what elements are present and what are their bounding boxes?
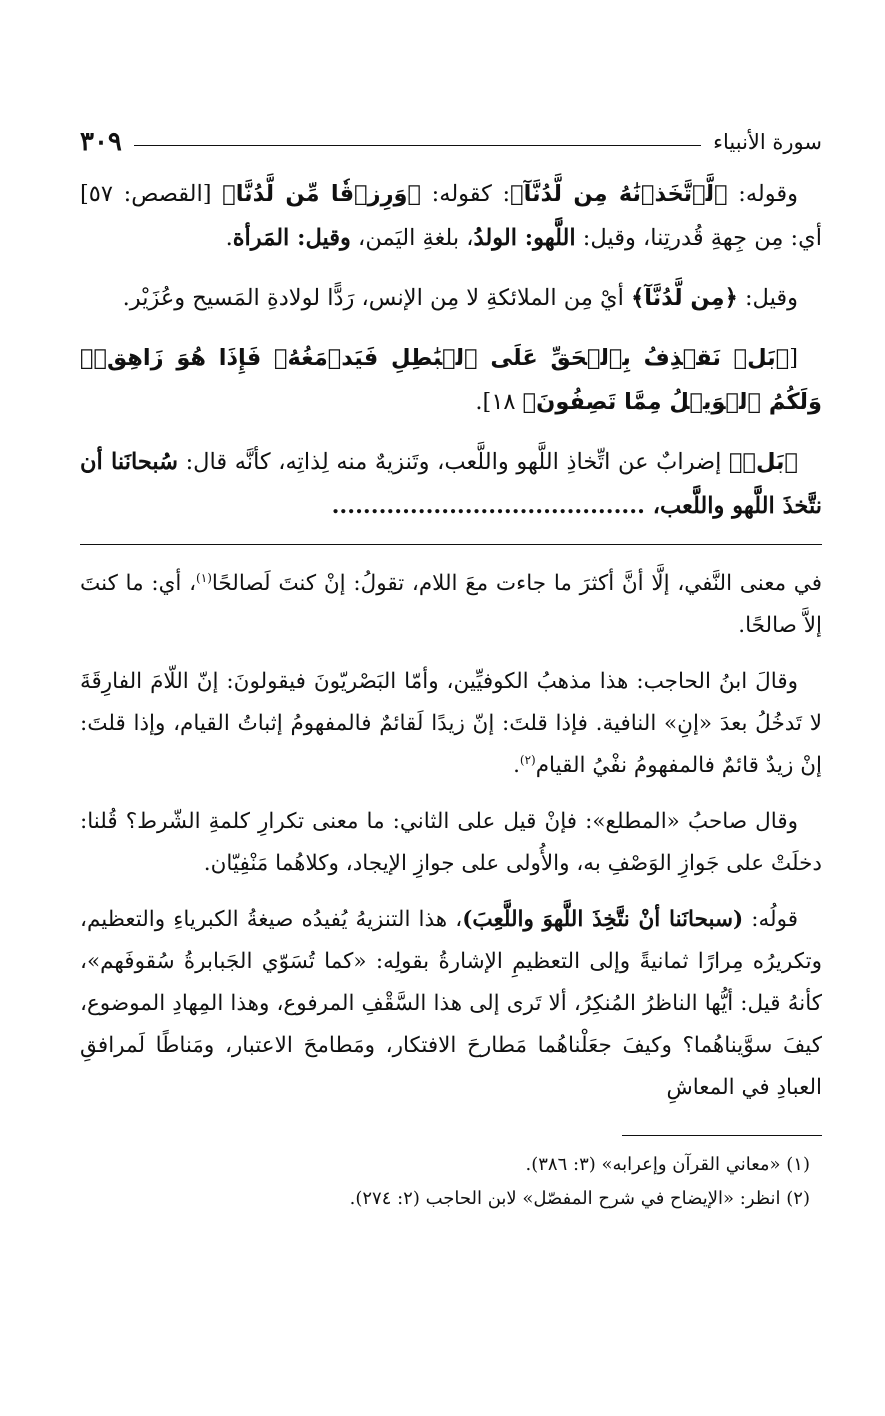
footnote-marker: (١) (196, 570, 212, 585)
bold-term: سُبحانَنا أن نتَّخذَ اللَّهو واللَّعب، (80, 449, 822, 519)
book-page (80, 122, 822, 1392)
quran-verse: ﴿بَلۡ نَقۡذِفُ بِٱلۡحَقِّ عَلَى ٱلۡبَٰطِلِ فَيَدۡمَغُهُۥ فَإِذَا هُوَ زَاهِقٞۚ وَلَكُمُ ٱلۡوَيۡلُ مِمَّا تَصِفُونَ﴾ (80, 345, 822, 415)
text-run: قولُه: (743, 907, 798, 932)
quran-quote: ﴿مِن لَّدُنَّآ﴾ (631, 285, 738, 311)
footnote-2: (٢) انظر: «الإيضاح في شرح المفصّل» لابن الحاجب (٢: ٢٧٤). (349, 1188, 810, 1209)
text-run: [القصص: ٥٧] أي: مِن جِهةِ قُدرتِنا، وقيل: (80, 181, 822, 251)
text-run: وقال صاحبُ «المطلع»: فإنْ قيل على الثاني: ما معنى تكرارِ كلمةِ الشّرط؟ قُلنا: دخلَتْ على جَوازِ الوَصْفِ به، والأُولى على جوازِ الإيجاد، وكلاهُما مَنْفِيّان. (80, 809, 822, 876)
commentary-paragraph-3 (80, 801, 822, 885)
commentary-paragraph-1 (80, 563, 822, 647)
text-run: أيْ مِن الملائكةِ لا مِن الإنس، رَدًّا لولادةِ المَسيح وعُزَيْر. (122, 285, 632, 311)
quran-quote: ﴿وَرِزۡقٗا مِّن لَّدُنَّا﴾ (222, 181, 422, 207)
footnotes (80, 1148, 822, 1216)
header-rule (134, 145, 701, 146)
surah-title: سورة الأنبياء (713, 130, 822, 154)
bold-term: وقيل: المَرأة (232, 225, 351, 251)
text-run: وقيل: (737, 285, 798, 311)
text-run: وقالَ ابنُ الحاجب: هذا مذهبُ الكوفيِّين، وأمّا البَصْريّونَ فيقولونَ: إنّ اللّامَ الفارِقَةَ لا تَدخُلُ بعدَ «إنِ» النافية. فإذا قلتَ: إنّ زيدًا لَقائمٌ فالمفهومُ إثباتُ القيام، وإذا قلتَ: إنْ زيدٌ قائمٌ فالمفهومُ نفْيُ القيام (80, 669, 822, 778)
main-text (80, 172, 822, 528)
commentary-paragraph-2 (80, 661, 822, 787)
text-run: ، بلغةِ اليَمن، (350, 225, 474, 251)
main-paragraph-3-verse (80, 336, 822, 424)
bracket: [ (789, 345, 798, 371)
text-run: في معنى النَّفي، إلَّا أنَّ أكثرَ ما جاءت معَ اللام، تقولُ: إنْ كنتَ لَصالحًا (211, 571, 822, 596)
footnote-marker: (٢) (519, 752, 536, 767)
text-run: . (225, 225, 233, 251)
footnote-1: (١) «معاني القرآن وإعرابه» (٣: ٣٨٦). (525, 1154, 810, 1175)
bold-term: (سبحانَنا أنْ نتَّخِذَ اللَّهوَ واللَّعِبَ) (462, 907, 744, 932)
verse-number: ١٨]. (475, 389, 523, 415)
commentary-text (80, 563, 822, 1109)
text-run: إضرابٌ عن اتِّخاذِ اللَّهو واللَّعب، وتَنزيهٌ منه لِذاتِه، كأنَّه قال: (178, 449, 729, 475)
main-paragraph-1 (80, 172, 822, 260)
bold-term: اللَّهو: الولدُ (473, 225, 576, 251)
text-run: . (513, 753, 520, 778)
quran-quote: ﴿لَّٱتَّخَذۡنَٰهُ مِن لَّدُنَّآ﴾ (510, 181, 728, 207)
text-run: ، هذا التنزيهُ يُفيدُه صيغةُ الكبرياءِ والتعظيم، وتكريرُه مِرارًا ثمانيةً وإلى التعظيمِ الإشارةُ بقولِه: «كما تُسَوّي الجَبابرةُ سُقوفَهم»، كأنهُ قيل: أيُّها الناظرُ المُنكِرُ، ألا تَرى إلى هذا السَّقْفِ المرفوع، وهذا المِهادِ الموضوع، كيفَ سوَّيناهُما؟ وكيفَ جعَلْناهُما مَطارحَ الافتكار، ومَطامحَ الاعتبار، ومَناطًا لَمرافقِ العبادِ في المعاشِ (80, 907, 822, 1100)
main-paragraph-2 (80, 276, 822, 320)
commentary-paragraph-4 (80, 899, 822, 1109)
quran-quote: ﴿بَلۡ﴾ (728, 449, 798, 475)
text-run: ، أي: ما كنتَ إلاَّ صالحًا. (80, 571, 822, 638)
text-run: : كقوله: (421, 181, 511, 207)
footnote-rule (622, 1135, 822, 1136)
text-run: وقوله: (727, 181, 799, 207)
continuation-dots: ........................................ (331, 493, 653, 519)
section-separator (80, 544, 822, 545)
main-paragraph-4 (80, 440, 822, 528)
running-header (80, 122, 822, 162)
page-number: ٣٠٩ (80, 127, 122, 157)
